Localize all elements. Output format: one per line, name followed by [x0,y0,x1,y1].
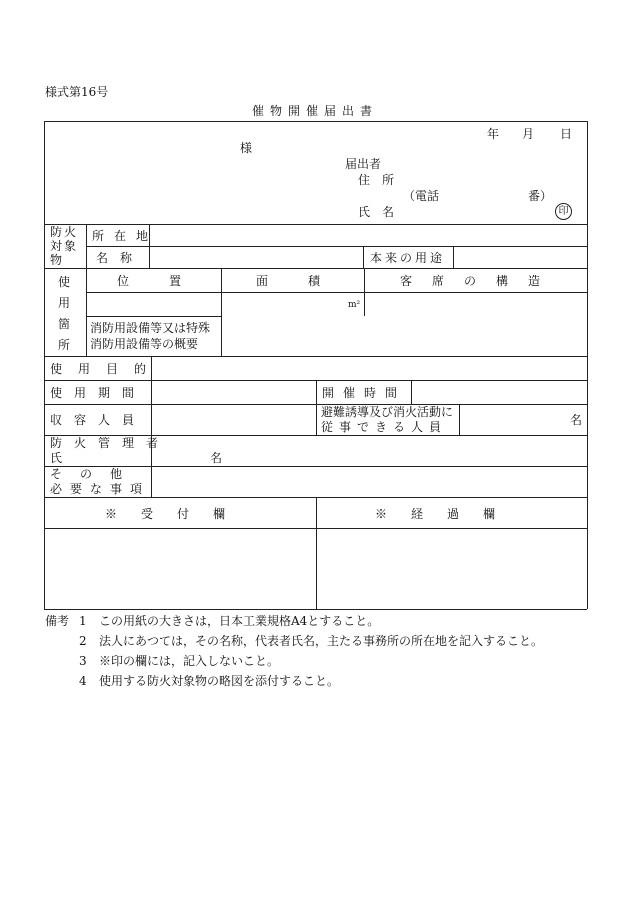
note-item: この用紙の大きさは，日本工業規格A4とすること。 [99,614,380,628]
note-number: 4 [79,674,87,688]
seal-mark: 印 [555,203,572,220]
addressee-suffix: 様 [240,141,253,155]
reception-label: ※ 受 付 欄 [105,507,232,521]
note-item: 法人にあつては，その名称，代表者氏名，主たる事務所の所在地を記入すること。 [99,634,544,648]
area-label: 面 積 [256,274,335,288]
name-label: 氏 名 [358,205,395,219]
equipment-label-1: 消防用設備等又は特殊 [90,321,211,335]
other-label-1: その他 [50,467,141,481]
note-item: 使用する防火対象物の略図を添付すること。 [99,674,340,688]
original-use-label: 本来の用途 [370,251,446,265]
position-label: 位 置 [117,274,196,288]
note-number: 2 [79,634,87,648]
area-unit: m² [348,300,361,310]
use-area-label: 使用箇所 [57,275,70,352]
form-number: 様式第16号 [45,85,109,99]
phone-suffix: 番） [528,189,553,203]
fire-object-label: 防火対象物 [50,225,79,267]
phone-label: （電話 [403,189,440,203]
notifier-label: 届出者 [345,157,382,171]
hours-label: 開催時間 [322,386,407,400]
other-label-2: 必要な事項 [50,482,151,496]
facility-name-label: 名 称 [96,251,133,265]
notes-heading: 備考 [45,614,70,628]
location-label: 所在地 [92,229,159,243]
equipment-label-2: 消防用設備等の概要 [90,337,199,351]
seating-structure-label: 客席の構造 [400,274,561,288]
evac-label-2: 従事できる人員 [321,420,448,434]
form-title: 催物開催届出書 [252,104,379,118]
progress-label: ※ 経 過 欄 [375,507,502,521]
note-number: 1 [79,614,87,628]
date-day-label: 日 [560,127,573,141]
date-year-label: 年 [487,127,500,141]
date-month-label: 月 [522,127,535,141]
manager-label-1: 防火管理者 [50,436,171,450]
address-label: 住 所 [358,173,395,187]
capacity-label: 収容人員 [50,413,147,427]
purpose-label: 使用目的 [50,362,163,376]
manager-label-2: 氏 名 [50,451,291,465]
evac-label-1: 避難誘導及び消火活動に [321,405,454,419]
evac-unit: 名 [570,413,583,427]
period-label: 使用期間 [50,386,147,400]
note-item: ※印の欄には，記入しないこと。 [99,654,280,668]
note-number: 3 [79,654,87,668]
